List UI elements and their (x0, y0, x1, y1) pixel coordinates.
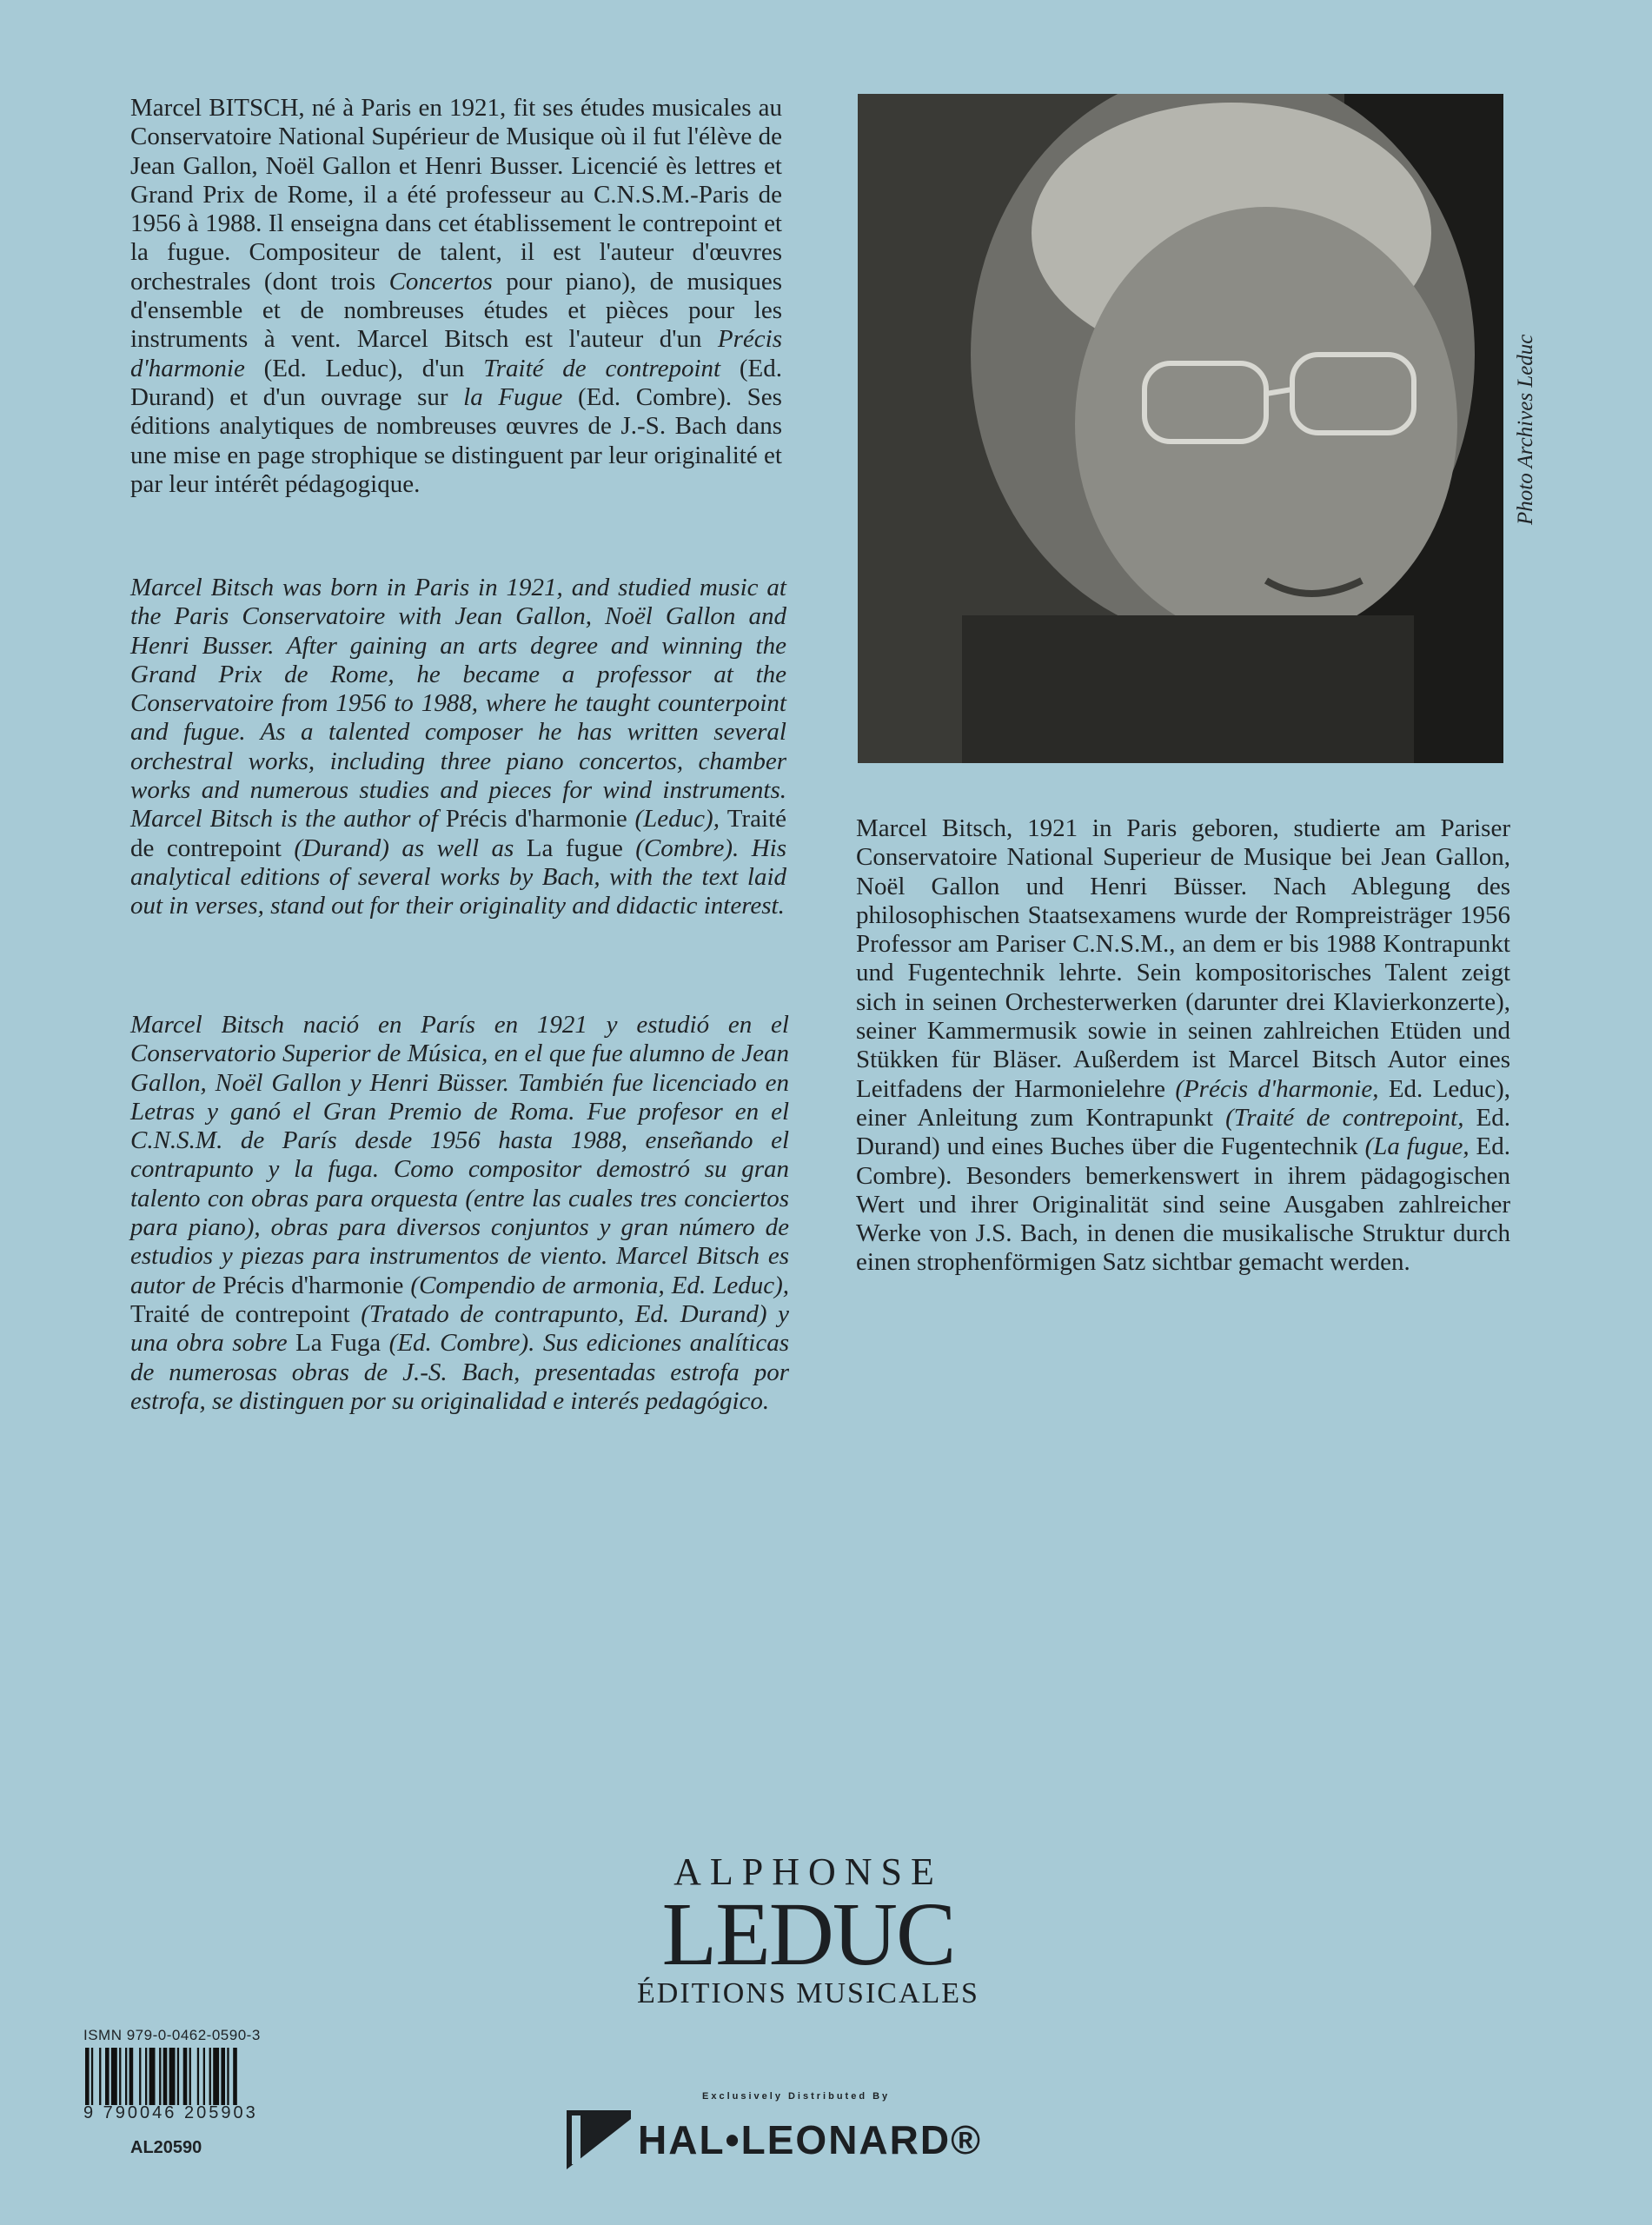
german-biography (856, 814, 1510, 1278)
precis-title: Précis d'harmonie (130, 325, 782, 382)
fugue-title: la Fugue (463, 382, 563, 411)
french-text: Marcel BITSCH, né à Paris en 1921, fit ses études musicales au Conservatoire National Supérieur de Musique où il fut l'élève de Jean Gallon, Noël Gallon et Henri Busser. Licencié ès lettres et Grand Prix de Rome, il a été professeur au C.N.S.M.-Paris de 1956 à 1988. Il enseigna dans cet établissement le contrepoint et la fugue. Compositeur de talent, il est l'auteur d'œuvres orchestrales (dont trois Concertos pour piano), de musiques d'ensemble et de nombreuses études et pièces pour les instruments à vent. Marcel Bitsch est l'auteur d'un Précis d'harmonie (Ed. Leduc), d'un Traité de contrepoint (Ed. Durand) et d'un ouvrage sur la Fugue (Ed. Combre). Ses éditions analytiques de nombreuses œuvres de J.-S. Bach dans une mise en page strophique se distinguent par leur originalité et par leur intérêt pédagogique. (130, 94, 783, 498)
photo-credit: Photo Archives Leduc (1514, 334, 1537, 525)
concertos-title: Concertos (388, 267, 493, 296)
english-biography (130, 574, 786, 921)
barcode-bar (183, 2048, 188, 2105)
hal-leonard-icon (567, 2110, 631, 2169)
german-text: Marcel Bitsch, 1921 in Paris geboren, studierte am Pariser Conservatoire National Superieur de Musique bei Jean Gallon, Noël Gallon und Henri Büsser. Nach Ablegung des philosophischen Staatsexamens wurde der Rompreisträger 1956 Professor am Pariser C.N.S.M., an dem er bis 1988 Kontrapunkt und Fugentechnik lehrte. Sein kompositorisches Talent zeigt sich in seinen Orchesterwerken (darunter drei Klavierkonzerte), seiner Kammermusik sowie in seinen zahlreichen Etüden und Stükken für Bläser. Außerdem ist Marcel Bitsch Autor eines Leitfadens der Harmonielehre (Précis d'harmonie, Ed. Leduc), einer Anleitung zum Kontrapunkt (Traité de contrepoint, Ed. Durand) und eines Buches über die Fugentechnik (La fugue, Ed. Combre). Besonders bemerkenswert in ihrem pädagogischen Wert und ihrer Originalität sind seine Ausgaben zahlreicher Werke von J.S. Bach, in denen die musikalische Struktur durch einen strophenförmigen Satz sichtbar gemacht werden. (856, 814, 1511, 1277)
barcode-bar (227, 2048, 229, 2105)
barcode-bar (99, 2048, 101, 2105)
barcode-bar (85, 2048, 90, 2105)
distributor-label: Exclusively Distributed By (702, 2091, 891, 2102)
traite-title: Traité de contrepoint (483, 354, 721, 382)
barcode-digits: 9 790046 205903 (83, 2103, 258, 2122)
catalog-reference: AL20590 (130, 2138, 202, 2157)
fuga-title: La Fuga (295, 1329, 381, 1358)
traite-title: Traité de contrepoint (130, 805, 787, 862)
barcode-bar (111, 2048, 117, 2105)
publisher-logo (626, 1851, 991, 2011)
barcode-bar (213, 2048, 219, 2105)
traite-title: (Traité de contrepoint, (1225, 1103, 1464, 1132)
distributor-logo (567, 2110, 982, 2169)
spanish-text: Marcel Bitsch nació en París en 1921 y estudió en el Conservatorio Superior de Música, en el que fue alumno de Jean Gallon, Noël Gallon y Henri Büsser. También fue licenciado en Letras y ganó el Gran Premio de Roma. Fue profesor en el C.N.S.M. de París desde 1956 hasta 1988, enseñando el contrapunto y la fuga. Como compositor demostró su gran talento con obras para orquesta (entre las cuales tres conciertos para piano), obras para diversos conjuntos y gran número de estudios y piezas para instrumentos de viento. Marcel Bitsch es autor de Précis d'harmonie (Compendio de armonia, Ed. Leduc), Traité de contrepoint (Tratado de contrapunto, Ed. Durand) y una obra sobre La Fuga (Ed. Combre). Sus ediciones analíticas de numerosas obras de J.-S. Bach, presentadas estrofa por estrofa, se distinguen por su originalidad e interés pedagógico. (130, 1011, 789, 1415)
portrait-illustration (858, 94, 1503, 763)
precis-title: Précis d'harmonie (445, 805, 627, 834)
traite-title: Traité de contrepoint (130, 1299, 350, 1328)
barcode-bar (159, 2048, 161, 2105)
barcode-bar (163, 2048, 168, 2105)
barcode-block (83, 2027, 292, 2123)
barcode-bar (221, 2048, 225, 2105)
fugue-title: La fugue (526, 834, 623, 862)
barcode-bar (169, 2048, 176, 2105)
barcode-bar (197, 2048, 199, 2105)
barcode-bar (91, 2048, 93, 2105)
composer-portrait-photo (858, 94, 1503, 763)
ismn-number: ISMN 979-0-0462-0590-3 (83, 2027, 261, 2043)
barcode-bar (125, 2048, 127, 2105)
distributor-name: HAL•LEONARD® (638, 2117, 982, 2162)
english-text: Marcel Bitsch was born in Paris in 1921, and studied music at the Paris Conservatoire with Jean Gallon, Noël Gallon and Henri Busser. After gaining an arts degree and winning the Grand Prix de Rome, he became a professor at the Conservatoire from 1956 to 1988, where he taught counterpoint and fugue. As a talented composer he has written several orchestral works, including three piano concertos, chamber works and numerous studies and pieces for wind instruments. Marcel Bitsch is the author of Précis d'harmonie (Leduc), Traité de contrepoint (Durand) as well as La fugue (Combre). His analytical editions of several works by Bach, with the text laid out in verses, stand out for their originality and didactic interest. (130, 574, 787, 920)
precis-title: Précis d'harmonie (222, 1271, 404, 1299)
barcode-bar (189, 2048, 191, 2105)
fugue-title: (La fugue, (1364, 1132, 1470, 1161)
barcode-bar (203, 2048, 205, 2105)
barcode-bar (209, 2048, 211, 2105)
publisher-logo-sub: ÉDITIONS MUSICALES (637, 1977, 979, 2009)
french-biography (130, 94, 782, 499)
barcode-bar (233, 2048, 237, 2105)
barcode-bar (119, 2048, 121, 2105)
spanish-biography (130, 1011, 789, 1416)
precis-title: (Précis d'harmonie, (1175, 1074, 1379, 1103)
barcode-bar (145, 2048, 147, 2105)
barcode-bar (177, 2048, 179, 2105)
barcode-bar (139, 2048, 141, 2105)
barcode-bar (105, 2048, 109, 2105)
publisher-logo-main: LEDUC (661, 1884, 955, 1984)
barcode-icon (83, 2048, 283, 2105)
publisher-logo-top: ALPHONSE (673, 1850, 943, 1893)
barcode-bar (129, 2048, 134, 2105)
barcode-bar (149, 2048, 156, 2105)
